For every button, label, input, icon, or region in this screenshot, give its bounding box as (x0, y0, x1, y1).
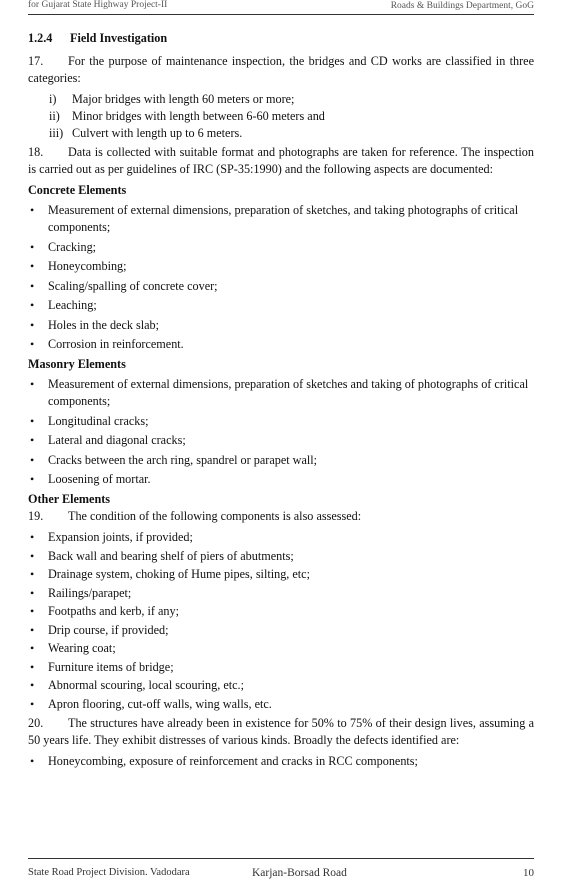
list-item (28, 297, 534, 314)
list-item (28, 202, 534, 236)
bullet-icon: • (30, 622, 35, 637)
paragraph-number: 17. (28, 54, 44, 68)
list-item (28, 585, 534, 602)
list-item-text: Back wall and bearing shelf of piers of abutments; (48, 548, 294, 563)
section-number: 1.2.4 (28, 31, 53, 45)
category-text: Major bridges with length 60 meters or more; (72, 92, 295, 106)
list-item (28, 696, 534, 713)
header-department: Roads & Buildings Department, GoG (390, 1, 534, 11)
bullet-icon: • (30, 433, 35, 447)
list-item-text: Longitudinal cracks; (48, 413, 149, 428)
section-heading (28, 30, 534, 47)
list-item (28, 471, 534, 488)
list-item-text: Measurement of external dimensions, preparation of sketches, and taking photographs of critical components; (48, 203, 519, 234)
list-item-text: Furniture items of bridge; (48, 659, 174, 674)
page-number: 10 (523, 867, 534, 879)
bullet-icon: • (30, 317, 35, 332)
concrete-list (28, 202, 534, 353)
list-item-text: Wearing coat; (48, 641, 116, 655)
bullet-icon: • (30, 452, 35, 467)
paragraph-text: The structures have already been in existence for 50% to 75% of their design lives, assuming a 50 years life. They exhibit distresses of various kinds. Broadly the defects identified are: (28, 715, 534, 747)
category-list (49, 91, 534, 142)
list-item-text: Expansion joints, if provided; (48, 530, 193, 544)
bullet-icon: • (30, 530, 35, 544)
list-item (28, 258, 534, 275)
bullet-icon: • (30, 567, 35, 581)
list-item (28, 529, 534, 546)
paragraph-20 (28, 715, 534, 749)
list-item (28, 278, 534, 295)
bullet-icon: • (30, 696, 35, 711)
list-item (28, 622, 534, 639)
list-item-text: Footpaths and kerb, if any; (48, 604, 179, 618)
page-footer (28, 858, 534, 879)
category-item (49, 125, 534, 142)
bullet-icon: • (30, 337, 35, 351)
category-item (49, 91, 534, 108)
list-item (28, 659, 534, 676)
bullet-icon: • (30, 585, 35, 600)
list-item-text: Leaching; (48, 298, 97, 312)
list-item (28, 753, 534, 770)
list-item (28, 548, 534, 565)
category-text: Culvert with length up to 6 meters. (72, 126, 243, 140)
other-heading: Other Elements (28, 492, 111, 506)
footer-division: State Road Project Division. Vadodara (28, 867, 190, 878)
paragraph-18 (28, 144, 534, 178)
bullet-icon: • (30, 472, 35, 486)
list-item-text: Abnormal scouring, local scouring, etc.; (48, 678, 244, 692)
footer-road-name: Karjan-Borsad Road (252, 867, 347, 879)
list-item (28, 603, 534, 620)
list-item (28, 640, 534, 657)
bullet-icon: • (30, 548, 35, 563)
bullet-icon: • (30, 203, 35, 217)
bullet-icon: • (30, 413, 35, 428)
list-item (28, 452, 534, 469)
bullet-icon: • (30, 659, 35, 674)
paragraph-number: 19. (28, 509, 44, 523)
list-item (28, 376, 534, 410)
list-item (28, 413, 534, 430)
category-number: iii) (49, 126, 64, 140)
category-text: Minor bridges with length between 6-60 meters and (72, 109, 325, 123)
list-item-text: Honeycombing; (48, 259, 127, 273)
bullet-icon: • (30, 678, 35, 692)
list-item-text: Cracks between the arch ring, spandrel or parapet wall; (48, 452, 318, 467)
list-item-text: Scaling/spalling of concrete cover; (48, 278, 218, 293)
category-number: i) (49, 92, 57, 106)
bullet-icon: • (30, 239, 35, 254)
list-item (28, 239, 534, 256)
bullet-icon: • (30, 753, 35, 768)
list-item-text: Honeycombing, exposure of reinforcement and cracks in RCC components; (48, 753, 418, 768)
paragraph-text: The condition of the following components is also assessed: (68, 509, 362, 523)
paragraph-text: Data is collected with suitable format and photographs are taken for reference. The inspection is carried out as per guidelines of IRC (SP-35:1990) and the following aspects are documented: (28, 145, 534, 176)
page-header (28, 0, 534, 15)
list-item (28, 317, 534, 334)
bullet-icon: • (30, 377, 35, 391)
list-item-text: Holes in the deck slab; (48, 317, 160, 332)
concrete-heading: Concrete Elements (28, 183, 127, 197)
paragraph-17 (28, 53, 534, 87)
defects-list (28, 753, 534, 770)
masonry-heading: Masonry Elements (28, 357, 126, 371)
category-item (49, 108, 534, 125)
page-body (28, 30, 534, 772)
list-item-text: Drainage system, choking of Hume pipes, silting, etc; (48, 567, 310, 581)
list-item-text: Drip course, if provided; (48, 622, 169, 637)
paragraph-19 (28, 508, 534, 525)
bullet-icon: • (30, 259, 35, 273)
bullet-icon: • (30, 298, 35, 312)
other-list (28, 529, 534, 713)
list-item-text: Measurement of external dimensions, preparation of sketches and taking of photographs of critical components; (48, 377, 529, 408)
header-project: for Gujarat State Highway Project-II (28, 0, 168, 10)
paragraph-text: For the purpose of maintenance inspection, the bridges and CD works are classified in three categories: (28, 54, 534, 85)
bullet-icon: • (30, 278, 35, 293)
list-item (28, 336, 534, 353)
bullet-icon: • (30, 641, 35, 655)
list-item-text: Apron flooring, cut-off walls, wing walls, etc. (48, 696, 272, 711)
list-item-text: Railings/parapet; (48, 585, 132, 600)
list-item-text: Cracking; (48, 239, 97, 254)
list-item (28, 566, 534, 583)
section-title: Field Investigation (70, 31, 168, 45)
list-item-text: Loosening of mortar. (48, 472, 151, 486)
masonry-list (28, 376, 534, 488)
list-item (28, 677, 534, 694)
paragraph-number: 20. (28, 715, 44, 730)
paragraph-number: 18. (28, 145, 44, 159)
bullet-icon: • (30, 604, 35, 618)
category-number: ii) (49, 109, 60, 123)
list-item (28, 432, 534, 449)
list-item-text: Corrosion in reinforcement. (48, 337, 184, 351)
list-item-text: Lateral and diagonal cracks; (48, 433, 186, 447)
